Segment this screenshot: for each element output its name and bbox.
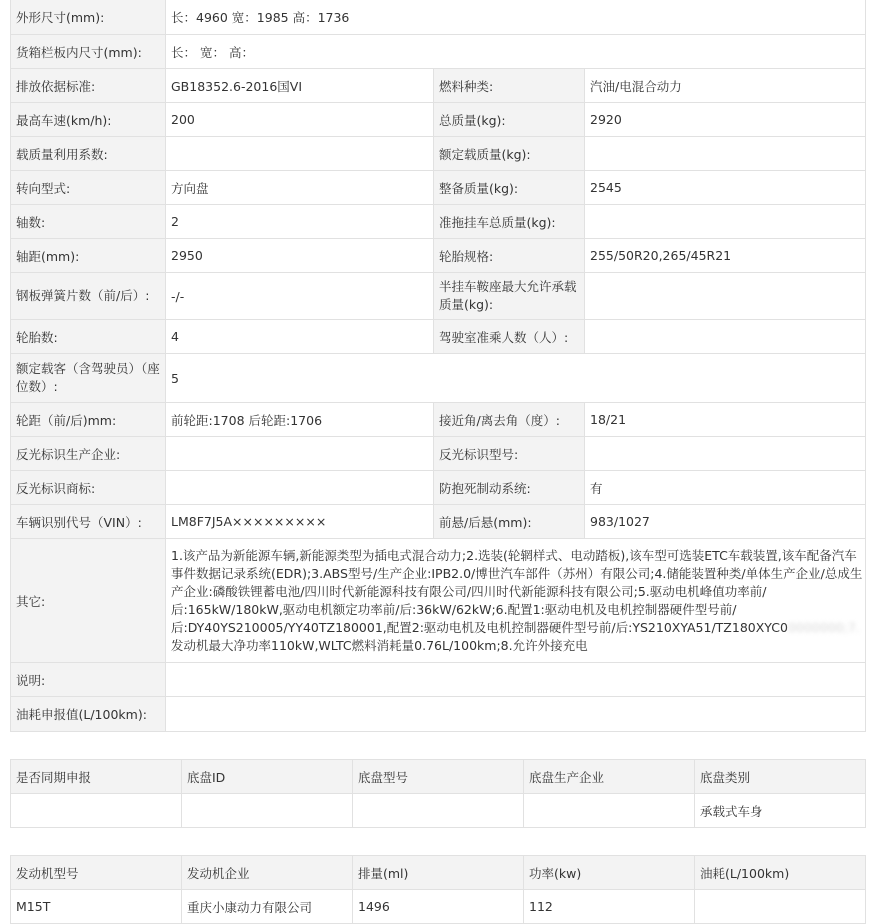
fuel-consumption-value bbox=[166, 697, 866, 732]
other-notes-text: 1.该产品为新能源车辆,新能源类型为插电式混合动力;2.选装(轮辋样式、电动踏板),该车型可选装ETC车载装置,该车配备汽车事件数据记录系统(EDR);3.ABS型号/生产企业:IPB2.0/博世汽车部件（苏州）有限公司;4.储能装置种类/单体生产企业/总成生产企业:磷酸铁锂蓄电池/四川时代新能源科技有限公司/四川时代新能源科技有限公司;5.驱动电机峰值功率前/后:165kW/180kW,驱动电机额定功率前/后:36kW/62kW;6.配置1:驱动电机及电机控制器硬件型号前/后:DY40YS210005/YY40TZ180001,配置2:驱动电机及电机控制器硬件型号前/后:YS210XYA51/TZ180XYC0 bbox=[171, 547, 863, 635]
steering-label: 转向型式: bbox=[11, 171, 166, 205]
saddle-load-value bbox=[585, 273, 866, 320]
spec-row-tires bbox=[11, 320, 866, 354]
chassis-cell: 承载式车身 bbox=[695, 794, 866, 828]
total-mass-value: 2920 bbox=[585, 103, 866, 137]
load-utilization-value bbox=[166, 137, 434, 171]
chassis-cell bbox=[11, 794, 182, 828]
tire-spec-value: 255/50R20,265/45R21 bbox=[585, 239, 866, 273]
spec-row-seats bbox=[11, 354, 866, 403]
chassis-header-cell: 底盘型号 bbox=[353, 760, 524, 794]
cab-occupants-value bbox=[585, 320, 866, 354]
load-utilization-label: 载质量利用系数: bbox=[11, 137, 166, 171]
track-value: 前轮距:1708 后轮距:1706 bbox=[166, 403, 434, 437]
chassis-header-row bbox=[11, 760, 866, 794]
spec-row-other bbox=[11, 539, 866, 663]
engine-header-cell: 功率(kw) bbox=[524, 856, 695, 890]
reflector-maker-label: 反光标识生产企业: bbox=[11, 437, 166, 471]
max-speed-value: 200 bbox=[166, 103, 434, 137]
dimensions-value: 长：4960 宽：1985 高：1736 bbox=[166, 0, 866, 35]
cargo-box-label: 货箱栏板内尺寸(mm): bbox=[11, 35, 166, 69]
abs-value: 有 bbox=[585, 471, 866, 505]
steering-value: 方向盘 bbox=[166, 171, 434, 205]
approach-angle-value: 18/21 bbox=[585, 403, 866, 437]
other-label: 其它: bbox=[11, 539, 166, 663]
overhang-value: 983/1027 bbox=[585, 505, 866, 539]
axles-value: 2 bbox=[166, 205, 434, 239]
engine-header-cell: 发动机企业 bbox=[182, 856, 353, 890]
seats-label: 额定载客（含驾驶员）（座位数）: bbox=[11, 354, 166, 403]
spec-row-spring bbox=[11, 273, 866, 320]
spec-row-reflect-brand bbox=[11, 471, 866, 505]
chassis-header-cell: 底盘类别 bbox=[695, 760, 866, 794]
trailer-mass-value bbox=[585, 205, 866, 239]
tire-count-label: 轮胎数: bbox=[11, 320, 166, 354]
spec-row-cargo bbox=[11, 35, 866, 69]
spec-row-reflect-maker bbox=[11, 437, 866, 471]
vin-value: LM8F7J5A××××××××× bbox=[166, 505, 434, 539]
other-notes-text-end: 发动机最大净功率110kW,WLTC燃料消耗量0.76L/100km;8.允许外接充电 bbox=[171, 637, 588, 653]
spec-row-dimensions bbox=[11, 0, 866, 35]
engine-cell: 1496 bbox=[353, 890, 524, 924]
engine-data-row bbox=[11, 890, 866, 924]
engine-cell bbox=[695, 890, 866, 924]
spec-row-vin bbox=[11, 505, 866, 539]
approach-angle-label: 接近角/离去角（度）: bbox=[434, 403, 585, 437]
tire-spec-label: 轮胎规格: bbox=[434, 239, 585, 273]
note-label: 说明: bbox=[11, 663, 166, 697]
rated-load-label: 额定载质量(kg): bbox=[434, 137, 585, 171]
total-mass-label: 总质量(kg): bbox=[434, 103, 585, 137]
cab-occupants-label: 驾驶室准乘人数（人）: bbox=[434, 320, 585, 354]
saddle-load-label: 半挂车鞍座最大允许承载质量(kg): bbox=[434, 273, 585, 320]
curb-mass-label: 整备质量(kg): bbox=[434, 171, 585, 205]
engine-cell: 重庆小康动力有限公司 bbox=[182, 890, 353, 924]
leaf-spring-value: -/- bbox=[166, 273, 434, 320]
chassis-header-cell: 底盘ID bbox=[182, 760, 353, 794]
wheelbase-label: 轴距(mm): bbox=[11, 239, 166, 273]
engine-header-row bbox=[11, 856, 866, 890]
dimensions-label: 外形尺寸(mm): bbox=[11, 0, 166, 35]
chassis-cell bbox=[182, 794, 353, 828]
overhang-label: 前悬/后悬(mm): bbox=[434, 505, 585, 539]
seats-value: 5 bbox=[166, 354, 866, 403]
abs-label: 防抱死制动系统: bbox=[434, 471, 585, 505]
vin-label: 车辆识别代号（VIN）: bbox=[11, 505, 166, 539]
engine-cell: 112 bbox=[524, 890, 695, 924]
note-value bbox=[166, 663, 866, 697]
leaf-spring-label: 钢板弹簧片数（前/后）: bbox=[11, 273, 166, 320]
fuel-consumption-label: 油耗申报值(L/100km): bbox=[11, 697, 166, 732]
spec-row-emission bbox=[11, 69, 866, 103]
tire-count-value: 4 bbox=[166, 320, 434, 354]
chassis-header-cell: 是否同期申报 bbox=[11, 760, 182, 794]
spec-row-track bbox=[11, 403, 866, 437]
spec-table bbox=[10, 0, 866, 732]
reflector-maker-value bbox=[166, 437, 434, 471]
chassis-table bbox=[10, 759, 866, 828]
trailer-mass-label: 准拖挂车总质量(kg): bbox=[434, 205, 585, 239]
chassis-cell bbox=[353, 794, 524, 828]
fuel-type-value: 汽油/电混合动力 bbox=[585, 69, 866, 103]
engine-header-cell: 排量(ml) bbox=[353, 856, 524, 890]
reflector-brand-value bbox=[166, 471, 434, 505]
fuel-type-label: 燃料种类: bbox=[434, 69, 585, 103]
engine-cell: M15T bbox=[11, 890, 182, 924]
emission-standard-value: GB18352.6-2016国VI bbox=[166, 69, 434, 103]
axles-label: 轴数: bbox=[11, 205, 166, 239]
spec-row-axles bbox=[11, 205, 866, 239]
reflector-model-value bbox=[585, 437, 866, 471]
reflector-brand-label: 反光标识商标: bbox=[11, 471, 166, 505]
spec-row-wheelbase bbox=[11, 239, 866, 273]
chassis-cell bbox=[524, 794, 695, 828]
engine-header-cell: 油耗(L/100km) bbox=[695, 856, 866, 890]
emission-standard-label: 排放依据标准: bbox=[11, 69, 166, 103]
engine-header-cell: 发动机型号 bbox=[11, 856, 182, 890]
wheelbase-value: 2950 bbox=[166, 239, 434, 273]
curb-mass-value: 2545 bbox=[585, 171, 866, 205]
other-notes bbox=[166, 539, 866, 663]
chassis-data-row bbox=[11, 794, 866, 828]
spec-row-speed bbox=[11, 103, 866, 137]
max-speed-label: 最高车速(km/h): bbox=[11, 103, 166, 137]
other-notes-blurred: 0000000;7. bbox=[787, 619, 860, 635]
chassis-header-cell: 底盘生产企业 bbox=[524, 760, 695, 794]
spec-row-steering bbox=[11, 171, 866, 205]
reflector-model-label: 反光标识型号: bbox=[434, 437, 585, 471]
rated-load-value bbox=[585, 137, 866, 171]
spec-row-note bbox=[11, 663, 866, 697]
track-label: 轮距（前/后)mm: bbox=[11, 403, 166, 437]
spec-row-consumption bbox=[11, 697, 866, 732]
spec-row-load bbox=[11, 137, 866, 171]
cargo-box-value: 长： 宽： 高： bbox=[166, 35, 866, 69]
